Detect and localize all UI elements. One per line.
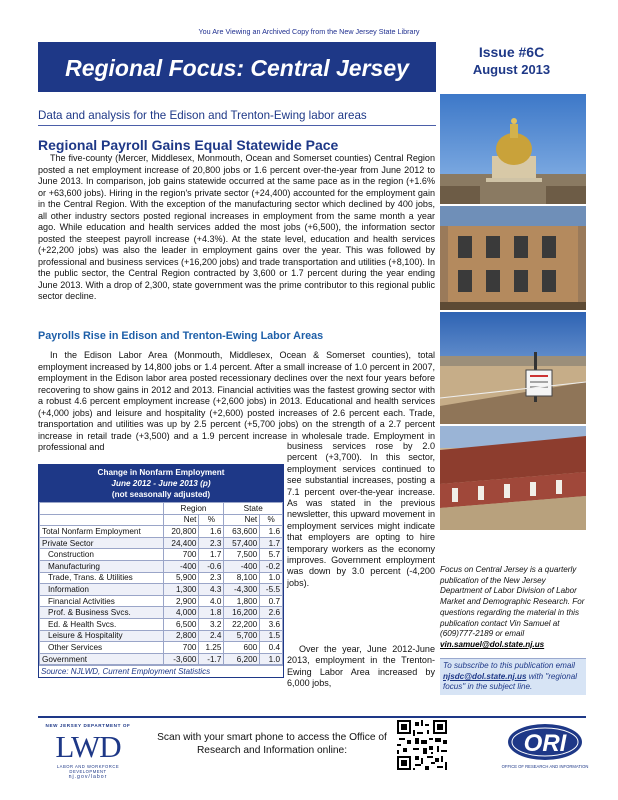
col-header: % — [260, 514, 283, 526]
state-net-cell: 22,200 — [224, 618, 260, 630]
region-pct-cell: 1.6 — [199, 526, 224, 538]
state-net-cell: 63,600 — [224, 526, 260, 538]
region-net-cell: 4,000 — [163, 607, 199, 619]
state-net-cell: 600 — [224, 642, 260, 654]
state-pct-cell: 0.4 — [260, 642, 283, 654]
region-net-cell: 700 — [163, 549, 199, 561]
state-pct-cell: 5.7 — [260, 549, 283, 561]
issue-info — [439, 42, 584, 92]
table-header — [39, 465, 283, 502]
row-label: Other Services — [40, 642, 164, 654]
section-body-column-2: Over the year, June 2012-June 2013, employment in the Trenton-Ewing Labor Area increased by 6,000 jobs, — [287, 644, 435, 689]
table-row — [40, 584, 283, 596]
region-pct-cell: 2.3 — [199, 537, 224, 549]
subscribe-text: To subscribe to this publication email — [443, 661, 575, 670]
publication-info-text: Focus on Central Jersey is a quarterly publication of the New Jersey Department of Labor Division of Labor Market and Demographic Research. For questions regarding the material in this publication contact Vin Samuel at (609)777-2189 or email — [440, 565, 585, 639]
article-body: The five-county (Mercer, Middlesex, Monmouth, Ocean and Somerset counties) Central Region posted a net employment increase of 20,800 jobs or 1.6 percent over-the-year from June 2012 to June 2013. In comparison, job gains statewide occurred at the same pace as in the region (+1.6% or +63,600 jobs). Hiring in the region's private sector (+24,400) accounted for the employment gain in the Central Region. With the exception of the manufacturing sector which declined by 400 jobs, all other industry sectors posted regional increases in employment from the same month a year ago. While education and health services added the most jobs (+6,500), the information sector posted the steepest payroll increase (+4.3%). At the state level, education and health services (+22,200 jobs) was also the leader in employment gains over the year. This was followed by professional and business services (+16,200 jobs) and trade transportation and utilities (+8,100). In the public sector, the Central Region contracted by 3,600 or 1.7 percent during the year ending June 2013. With a drop of 2,300, state government was the prime contributor to this regional public sector decline. — [38, 153, 435, 301]
article-heading: Regional Payroll Gains Equal Statewide Pace — [38, 137, 339, 153]
state-pct-cell: 1.0 — [260, 653, 283, 665]
region-pct-cell: 1.7 — [199, 549, 224, 561]
ori-logo-mark: ORI — [523, 730, 567, 757]
region-net-cell: 5,900 — [163, 572, 199, 584]
section-body: In the Edison Labor Area (Monmouth, Middlesex, Ocean & Somerset counties), total employment increased by 14,800 jobs or 1.4 percent. After a small increase of 1.0 percent in 2007, employment in the Edison labor area posted recessionary declines over the next four years before recovering to show gains in 2012 and 2013. Financial activities was the fastest growing sector with a robust 4.6 percent employment increase (+2,600 jobs) in 2013. Educational and health services (+4,000 jobs) and leisure and hospitality (+2,600) posted increases of 2.6 percent each. Trade, transportation and utilities was up by 2.5 percent (+5,700 jobs) on the strength of a 2.7 percent increase in retail trade (+3,500) and a 1.9 percent increase in wholesale trade. Employment in professional and — [38, 350, 435, 452]
table-row — [40, 630, 283, 642]
state-net-cell: -400 — [224, 560, 260, 572]
table-row — [40, 642, 283, 654]
region-pct-cell: 2.3 — [199, 572, 224, 584]
statehouse-dome-photo — [440, 94, 586, 204]
subscribe-email-link[interactable]: njsdc@dol.state.nj.us — [443, 671, 527, 681]
publication-info — [440, 565, 586, 651]
state-pct-cell: 3.6 — [260, 618, 283, 630]
state-pct-cell: 1.6 — [260, 526, 283, 538]
lwd-logo — [38, 723, 138, 780]
region-pct-cell: -1.7 — [199, 653, 224, 665]
region-net-cell: 20,800 — [163, 526, 199, 538]
state-pct-cell: 1.7 — [260, 537, 283, 549]
state-net-cell: 1,800 — [224, 595, 260, 607]
state-net-cell: 57,400 — [224, 537, 260, 549]
region-net-cell: 1,300 — [163, 584, 199, 596]
region-pct-cell: -0.6 — [199, 560, 224, 572]
row-label: Financial Activities — [40, 595, 164, 607]
table-row — [40, 537, 283, 549]
boardwalk-photo — [440, 312, 586, 424]
table-corner — [40, 503, 164, 515]
newsletter-title: Regional Focus: Central Jersey — [65, 55, 409, 81]
region-net-cell: 700 — [163, 642, 199, 654]
contact-email-link[interactable]: vin.samuel@dol.state.nj.us — [440, 639, 545, 649]
qr-code-icon[interactable] — [397, 720, 447, 770]
data-table — [39, 502, 283, 665]
lwd-logo-url: nj.gov/labor — [68, 774, 108, 780]
col-header: Net — [163, 514, 199, 526]
state-net-cell: 6,200 — [224, 653, 260, 665]
state-pct-cell: 2.6 — [260, 607, 283, 619]
state-net-cell: -4,300 — [224, 584, 260, 596]
col-header: Net — [224, 514, 260, 526]
building-facade-photo — [440, 206, 586, 310]
row-label: Information — [40, 584, 164, 596]
table-row — [40, 618, 283, 630]
region-net-cell: -400 — [163, 560, 199, 572]
region-net-cell: 2,900 — [163, 595, 199, 607]
table-body — [40, 526, 283, 665]
row-label: Construction — [40, 549, 164, 561]
region-pct-cell: 2.4 — [199, 630, 224, 642]
table-row — [40, 560, 283, 572]
issue-number: Issue #6C — [478, 44, 545, 60]
table-col-header-row — [40, 514, 283, 526]
employment-table — [38, 464, 284, 678]
subscribe-suffix: with "regional focus" in the subject line. — [443, 671, 578, 692]
table-row — [40, 549, 283, 561]
region-pct-cell: 1.25 — [199, 642, 224, 654]
region-pct-cell: 3.2 — [199, 618, 224, 630]
row-label: Private Sector — [40, 537, 164, 549]
barracks-photo — [440, 426, 586, 530]
state-pct-cell: -0.2 — [260, 560, 283, 572]
table-row — [40, 653, 283, 665]
photo-column — [440, 94, 586, 532]
section-body-column: business services rose by 2.0 percent (+3,700). In this sector, employment services continued to see substantial increases, posting a 7.1 percent over-the-year increase. As was stated in the previous newsletter, this upward movement in employment services might indicate that employers are opting to hire temporary workers as the economy improves. Government employment was down by 3.0 percent (-4,200 jobs). — [287, 441, 435, 588]
table-corner — [40, 514, 164, 526]
lwd-logo-mark: LWD — [55, 729, 121, 764]
group-header-state: State — [224, 503, 283, 515]
table-group-header-row — [40, 503, 283, 515]
row-label: Total Nonfarm Employment — [40, 526, 164, 538]
state-net-cell: 7,500 — [224, 549, 260, 561]
table-title: Change in Nonfarm Employment — [97, 468, 225, 477]
ori-logo — [501, 722, 589, 770]
newsletter-subtitle: Data and analysis for the Edison and Trenton-Ewing labor areas — [38, 109, 367, 122]
region-net-cell: 24,400 — [163, 537, 199, 549]
region-pct-cell: 4.0 — [199, 595, 224, 607]
region-pct-cell: 1.8 — [199, 607, 224, 619]
state-net-cell: 8,100 — [224, 572, 260, 584]
subscribe-box — [440, 658, 586, 695]
scan-instructions: Scan with your smart phone to access the Office of Research and Information online: — [157, 732, 387, 756]
row-label: Ed. & Health Svcs. — [40, 618, 164, 630]
table-row — [40, 526, 283, 538]
issue-date: August 2013 — [472, 62, 551, 77]
state-pct-cell: 1.0 — [260, 572, 283, 584]
row-label: Trade, Trans. & Utilities — [40, 572, 164, 584]
row-label: Prof. & Business Svcs. — [40, 607, 164, 619]
lwd-logo-subtext: LABOR AND WORKFORCE DEVELOPMENT — [56, 764, 120, 774]
row-label: Government — [40, 653, 164, 665]
region-net-cell: 2,800 — [163, 630, 199, 642]
divider — [38, 125, 436, 126]
table-row — [40, 572, 283, 584]
table-period: June 2012 - June 2013 (p) — [111, 479, 211, 488]
banner — [38, 42, 436, 92]
state-pct-cell: 0.7 — [260, 595, 283, 607]
table-row — [40, 607, 283, 619]
archive-notice: You Are Viewing an Archived Copy from the New Jersey State Library — [198, 27, 420, 36]
table-note: (not seasonally adjusted) — [111, 490, 211, 499]
table-row — [40, 595, 283, 607]
state-pct-cell: 1.5 — [260, 630, 283, 642]
region-net-cell: -3,600 — [163, 653, 199, 665]
lwd-logo-top-text: NEW JERSEY DEPARTMENT OF — [45, 723, 131, 728]
row-label: Manufacturing — [40, 560, 164, 572]
section-heading: Payrolls Rise in Edison and Trenton-Ewing Labor Areas — [38, 330, 324, 342]
state-net-cell: 5,700 — [224, 630, 260, 642]
state-net-cell: 16,200 — [224, 607, 260, 619]
table-source: Source: NJLWD, Current Employment Statistics — [39, 665, 283, 677]
region-net-cell: 6,500 — [163, 618, 199, 630]
footer-divider — [38, 716, 586, 718]
ori-logo-subtext: OFFICE OF RESEARCH AND INFORMATION — [501, 764, 589, 769]
col-header: % — [199, 514, 224, 526]
region-pct-cell: 4.3 — [199, 584, 224, 596]
row-label: Leisure & Hospitality — [40, 630, 164, 642]
state-pct-cell: -5.5 — [260, 584, 283, 596]
group-header-region: Region — [163, 503, 224, 515]
